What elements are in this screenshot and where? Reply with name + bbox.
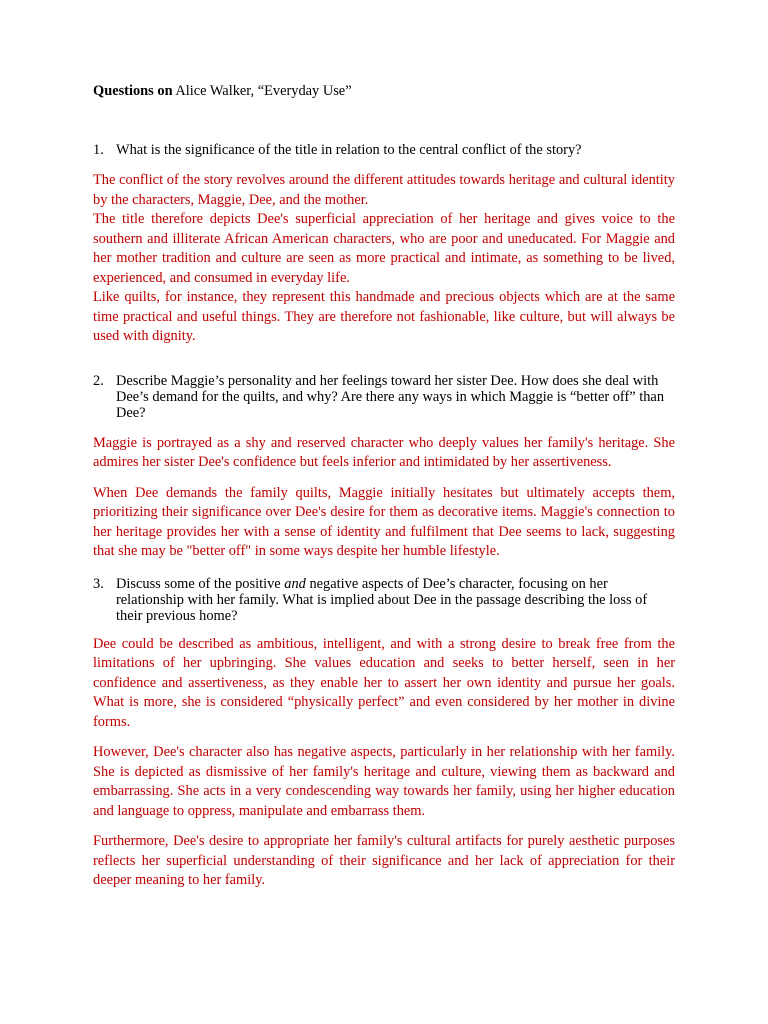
answer-1-paragraph-2: The title therefore depicts Dee's superficial appreciation of her heritage and gives voice to the southern and illiterate African American characters, who are poor and uneducated. For Maggie and her mother tradition and culture are seen as more practical and intimate, as something to be lived, experienced, and consumed in everyday life. [93,211,675,286]
question-1-number: 1. [93,142,104,158]
answer-2-paragraph-2: When Dee demands the family quilts, Maggie initially hesitates but ultimately accepts them, prioritizing their significance over Dee's desire for them as decorative items. Maggie's connection to her heritage provides her with a sense of identity and fulfilment that Dee seems to lack, suggesting that she may be "better off" in some ways despite her humble lifestyle. [93,484,675,559]
answer-3-paragraph-2: However, Dee's character also has negative aspects, particularly in her relationship with her family. She is depicted as dismissive of her family's heritage and culture, viewing them as backward and embarrassing. She acts in a very condescending way towards her family, using her higher education and language to oppress, manipulate and embarrass them. [93,744,675,819]
answer-1 [93,171,675,347]
question-2 [93,373,675,421]
question-2-number: 2. [93,372,104,389]
question-3-emphasis: and [284,575,306,592]
question-3 [93,576,675,624]
answer-1-paragraph-1: The conflict of the story revolves around the different attitudes towards heritage and cultural identity by the characters, Maggie, Dee, and the mother. [93,172,675,208]
document-title [93,82,675,101]
title-story-name: Alice Walker, “Everyday Use” [172,83,352,99]
answer-1-paragraph-3: Like quilts, for instance, they represent this handmade and precious objects which are at the same time practical and useful things. They are therefore not fashionable, like culture, but will always be used with dignity. [93,289,675,344]
question-1-text: What is the significance of the title in relation to the central conflict of the story? [116,142,582,158]
question-1 [93,142,675,158]
answer-2 [93,434,675,562]
question-3-text-end: negative aspects of Dee’s character, focusing on her relationship with her family. What is implied about Dee in the passage describing the loss of their previous home? [116,575,648,624]
answer-3-paragraph-1: Dee could be described as ambitious, intelligent, and with a strong desire to break free from the limitations of her upbringing. She values education and seeks to better herself, seen in her confidence and assertiveness, as they enable her to assert her own identity and pursue her goals. What is more, she is considered “physically perfect” and even considered by her mother in divine forms. [93,635,675,730]
question-3-text [116,576,675,624]
question-3-text-start: Discuss some of the positive [116,575,285,592]
document-page [93,82,675,891]
title-bold-prefix: Questions on [93,83,173,99]
answer-3 [93,635,675,891]
answer-3-paragraph-3: Furthermore, Dee's desire to appropriate her family's cultural artifacts for purely aesthetic purposes reflects her superficial understanding of their significance and her lack of appreciation for their deeper meaning to her family. [93,833,675,888]
answer-2-paragraph-1: Maggie is portrayed as a shy and reserved character who deeply values her family's heritage. She admires her sister Dee's confidence but feels inferior and intimidated by her assertiveness. [93,434,675,470]
question-3-number: 3. [93,575,104,592]
question-2-text: Describe Maggie’s personality and her feelings toward her sister Dee. How does she deal with Dee’s demand for the quilts, and why? Are there any ways in which Maggie is “better off” than Dee? [116,372,665,421]
